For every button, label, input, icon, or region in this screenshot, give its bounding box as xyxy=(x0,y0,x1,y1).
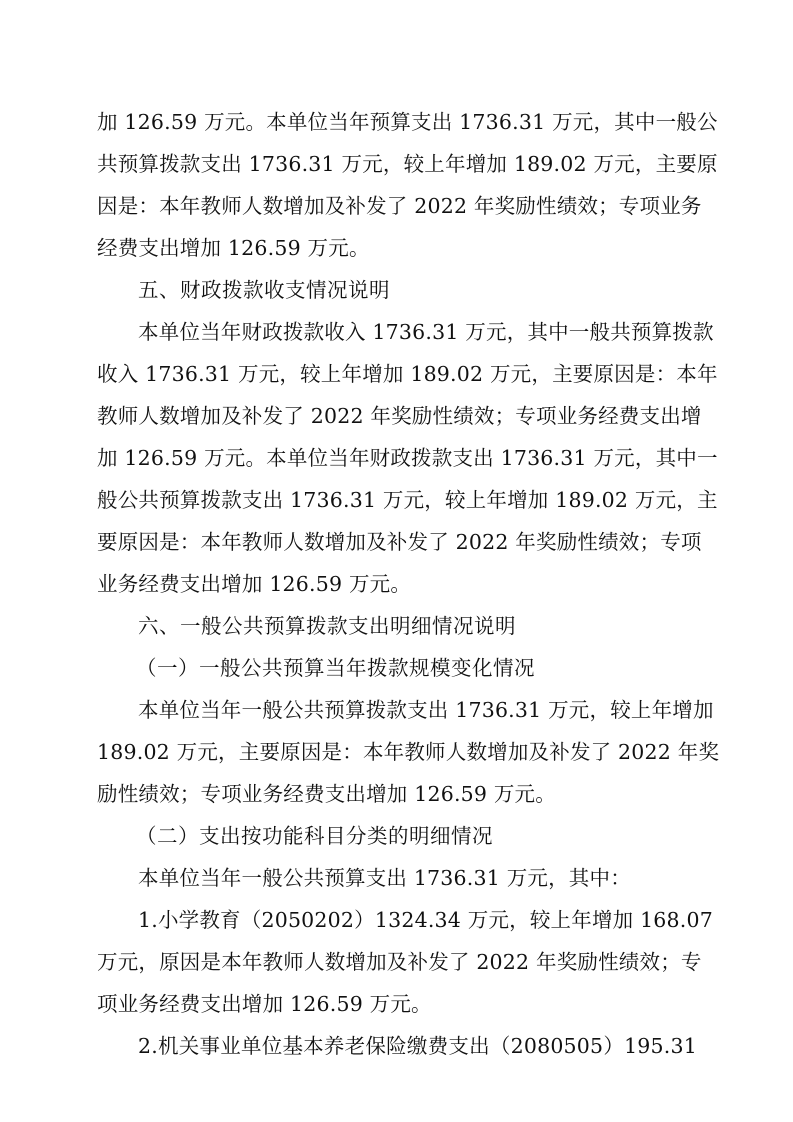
text-line: 般公共预算拨款支出 1736.31 万元，较上年增加 189.02 万元，主 xyxy=(97,488,718,512)
text-line: 教师人数增加及补发了 2022 年奖励性绩效；专项业务经费支出增 xyxy=(97,404,702,428)
text-line: 经费支出增加 126.59 万元。 xyxy=(97,236,370,260)
text-line: 收入 1736.31 万元，较上年增加 189.02 万元，主要原因是：本年 xyxy=(97,362,718,386)
text-line: 1.小学教育（2050202）1324.34 万元，较上年增加 168.07 xyxy=(138,908,713,932)
subsection-heading-1: （一）一般公共预算当年拨款规模变化情况 xyxy=(136,656,535,680)
text-line: 189.02 万元，主要原因是：本年教师人数增加及补发了 2022 年奖 xyxy=(97,740,720,764)
text-line: 加 126.59 万元。本单位当年预算支出 1736.31 万元，其中一般公 xyxy=(97,110,718,134)
section-heading-5: 五、财政拨款收支情况说明 xyxy=(138,278,390,302)
text-line: 励性绩效；专项业务经费支出增加 126.59 万元。 xyxy=(97,782,556,806)
text-line: 加 126.59 万元。本单位当年财政拨款支出 1736.31 万元，其中一 xyxy=(97,446,718,470)
text-line: 本单位当年一般公共预算拨款支出 1736.31 万元，较上年增加 xyxy=(138,698,714,722)
section-heading-6: 六、一般公共预算拨款支出明细情况说明 xyxy=(138,614,516,638)
text-line: 万元，原因是本年教师人数增加及补发了 2022 年奖励性绩效；专 xyxy=(97,950,702,974)
text-line: 业务经费支出增加 126.59 万元。 xyxy=(97,572,412,596)
subsection-heading-2: （二）支出按功能科目分类的明细情况 xyxy=(136,824,493,848)
text-line: 2.机关事业单位基本养老保险缴费支出（2080505）195.31 xyxy=(138,1034,697,1058)
text-line: 要原因是：本年教师人数增加及补发了 2022 年奖励性绩效；专项 xyxy=(97,530,702,554)
text-line: 项业务经费支出增加 126.59 万元。 xyxy=(97,992,432,1016)
text-line: 本单位当年一般公共预算支出 1736.31 万元，其中： xyxy=(138,866,631,890)
text-line: 本单位当年财政拨款收入 1736.31 万元，其中一般共预算拨款 xyxy=(138,320,714,344)
text-line: 共预算拨款支出 1736.31 万元，较上年增加 189.02 万元，主要原 xyxy=(97,152,718,176)
text-line: 因是：本年教师人数增加及补发了 2022 年奖励性绩效；专项业务 xyxy=(97,194,702,218)
